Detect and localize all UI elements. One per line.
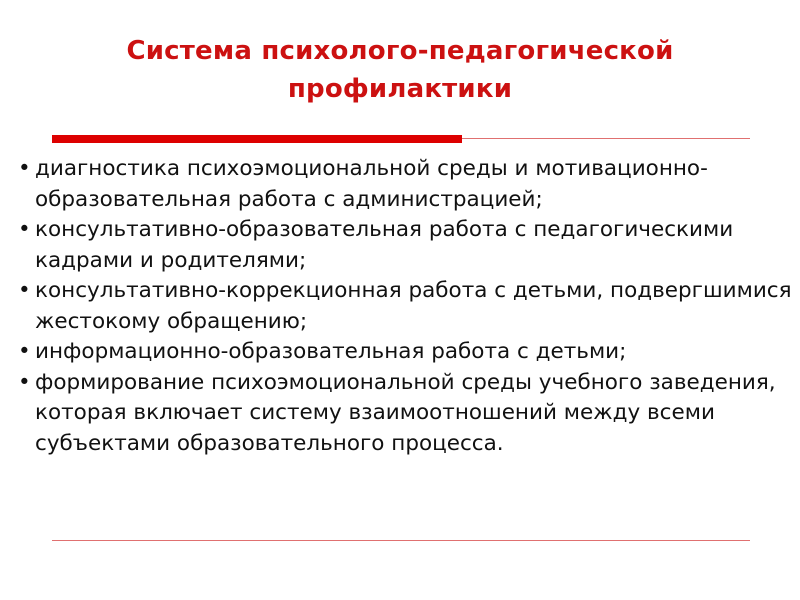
list-item-text: консультативно-образовательная работа с педагогическими кадрами и родителями; — [35, 217, 734, 273]
list-item-text: консультативно-коррекционная работа с детьми, подвергшимися жестокому обращению; — [35, 278, 792, 334]
list-item-text: информационно-образовательная работа с детьми; — [35, 339, 627, 364]
list-item — [18, 368, 798, 460]
list-item — [18, 276, 798, 337]
bullet-icon: • — [18, 369, 31, 395]
title-thin-rule — [462, 138, 750, 139]
bottom-rule — [52, 540, 750, 541]
bullet-icon: • — [18, 278, 31, 303]
list-item-text: диагностика психоэмоциональной среды и мотивационно-образовательная работа с администрацией; — [35, 156, 708, 212]
list-item — [18, 154, 798, 215]
bullet-icon: • — [18, 217, 31, 242]
slide-title: Система психолого-педагогической профилактики — [126, 36, 674, 104]
list-item-text: формирование психоэмоциональной среды учебного заведения, которая включает систему взаимоотношений между всеми субъектами образовательного процесса. — [35, 369, 776, 456]
bullet-icon: • — [18, 156, 31, 181]
list-item — [18, 215, 798, 276]
list-item — [18, 337, 798, 368]
bullet-list — [18, 154, 798, 459]
bullet-icon: • — [18, 339, 31, 364]
title-accent-rule — [52, 135, 462, 143]
